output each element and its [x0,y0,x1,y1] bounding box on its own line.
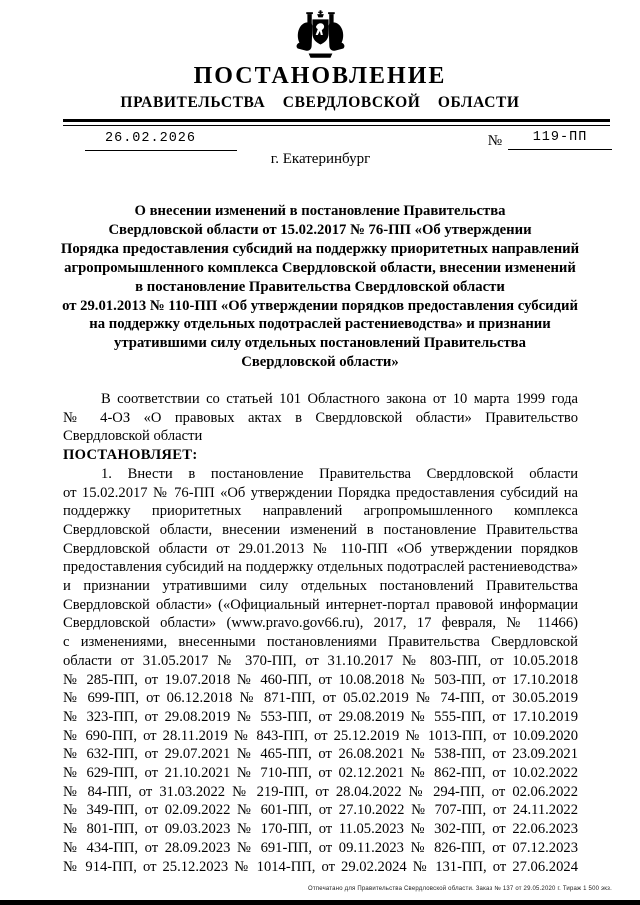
text-line: № 349-ПП, от 02.09.2022 № 601-ПП, от 27.10.2022 № 707-ПП, от 24.11.2022 [63,802,578,819]
text-line: Порядка предоставления субсидий на поддержку приоритетных направлений [60,240,580,257]
text-line: № 914-ПП, от 25.12.2023 № 1014-ПП, от 29.02.2024 № 131-ПП, от 27.06.2024 [63,858,578,875]
text-line: предоставления субсидий на поддержку отдельных подотраслей растениеводства» [63,559,578,576]
number-field [488,128,612,150]
text-line: агропромышленного комплекса Свердловской области, внесении изменений [64,259,576,276]
text-line: поддержку приоритетных направлений агропромышленного комплекса [63,503,578,520]
text-line: Свердловской области от 15.02.2017 № 76-ПП «Об утверждении [108,221,532,238]
document-header [0,10,640,112]
document-title [48,202,592,372]
date-field [85,128,237,151]
text-line: области от 31.05.2017 № 370-ПП, от 31.10.2017 № 803-ПП, от 10.05.2018 [63,652,578,669]
text-line: О внесении изменений в постановление Правительства [134,203,506,219]
text-line: на поддержку отдельных подотраслей растениеводства» и признании [89,316,551,333]
text-line: № 4-ОЗ «О правовых актах в Свердловской области» Правительство [63,409,578,426]
text-line: в постановление Правительства Свердловской области [135,278,505,295]
text-line: № 801-ПП, от 09.03.2023 № 170-ПП, от 11.05.2023 № 302-ПП, от 22.06.2023 [63,821,578,838]
text-line: В соответствии со статьей 101 Областного закона от 10 марта 1999 года [101,391,578,407]
text-line: № 285-ПП, от 19.07.2018 № 460-ПП, от 10.08.2018 № 503-ПП, от 17.10.2018 [63,671,578,688]
text-line: Свердловской области [63,428,203,445]
text-line: № 699-ПП, от 06.12.2018 № 871-ПП, от 05.02.2019 № 74-ПП, от 30.05.2019 [63,690,578,707]
text-line: № 84-ПП, от 31.03.2022 № 219-ПП, от 28.04.2022 № 294-ПП, от 02.06.2022 [63,783,578,800]
text-line: Свердловской области от 29.01.2013 № 110-ПП «Об утверждении порядков [63,540,578,557]
intro-paragraph [63,390,578,465]
document-date: 26.02.2026 [105,131,197,146]
text-line: и признании утратившими силу отдельных постановлений Правительства [63,578,578,595]
text-line: от 29.01.2013 № 110-ПП «Об утверждении порядков предоставления субсидий [62,297,578,314]
text-line: с изменениями, внесенными постановлениями Правительства Свердловской [63,634,578,651]
text-line: 1. Внести в постановление Правительства Свердловской области [101,465,578,482]
item-1-paragraph [63,465,578,876]
header-double-rule [63,119,610,126]
number-sign: № [487,133,502,149]
text-line: Свердловской области» (www.pravo.gov66.ru), 2017, 17 февраля, № 11466) [63,615,578,632]
text-line: от 15.02.2017 № 76-ПП «Об утверждении Порядка предоставления субсидий на [63,484,578,501]
text-line: Свердловской области, внесении изменений в постановление Правительства [63,521,578,538]
sverdlovsk-coat-of-arms-icon [292,10,349,60]
text-line: утратившими силу отдельных постановлений Правительства [114,335,526,352]
text-line: Свердловской области» («Официальный интернет-портал правовой информации [63,596,578,613]
document-body [63,390,578,876]
text-line: № 690-ПП, от 28.11.2019 № 843-ПП, от 25.12.2019 № 1013-ПП, от 10.09.2020 [63,727,578,744]
text-line: Свердловской области» [241,354,399,371]
text-line: № 629-ПП, от 21.10.2021 № 710-ПП, от 02.12.2021 № 862-ПП, от 10.02.2022 [63,765,578,782]
city-label: г. Екатеринбург [270,151,371,167]
document-number: 119-ПП [532,130,588,145]
text-line: № 632-ПП, от 29.07.2021 № 465-ПП, от 26.08.2021 № 538-ПП, от 23.09.2021 [63,746,578,763]
text-line: № 434-ПП, от 28.09.2023 № 691-ПП, от 09.11.2023 № 826-ПП, от 07.12.2023 [63,839,578,856]
resolves-label: ПОСТАНОВЛЯЕТ: [63,447,198,464]
issuing-organization: ПРАВИТЕЛЬСТВА СВЕРДЛОВСКОЙ ОБЛАСТИ [120,94,520,111]
document-type-title: ПОСТАНОВЛЕНИЕ [193,63,447,89]
page-bottom-edge [0,900,640,905]
print-info-footer: Отпечатано для Правительства Свердловской области. Заказ № 137 от 29.05.2020 г. Тираж 1 500 экз. [307,886,612,892]
text-line: № 323-ПП, от 29.08.2019 № 553-ПП, от 29.08.2019 № 555-ПП, от 17.10.2019 [63,708,578,725]
